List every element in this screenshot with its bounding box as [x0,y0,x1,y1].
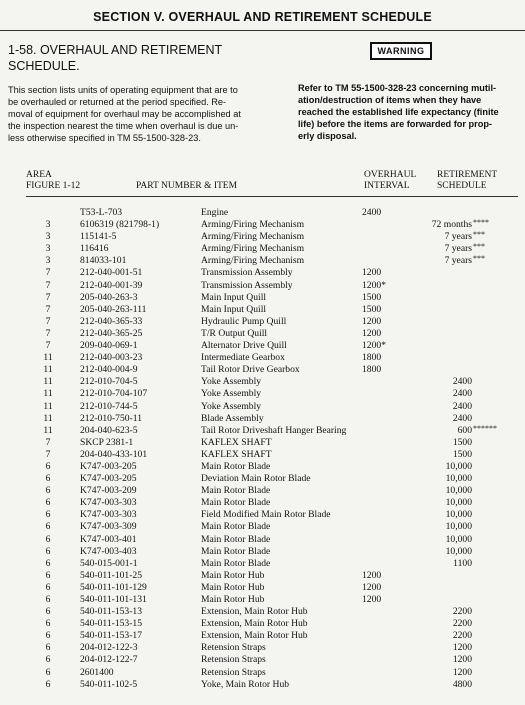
area-cell: 7 [45,303,51,315]
table-row [0,219,525,231]
header-overhaul-line1: OVERHAUL [364,170,417,180]
item-cell: Yoke Assembly [201,400,262,412]
table-row [0,461,525,473]
retirement-cell: 2400 [452,376,472,388]
item-cell: Retension Straps [201,654,266,666]
item-cell: Arming/Firing Mechanism [201,219,305,231]
overhaul-cell: 1200* [362,340,386,352]
paragraph-line: moval of equipment for overhaul may be accomplished at [8,109,241,119]
part-number-cell: 212-010-704-5 [80,376,138,388]
part-number-cell: 115141-5 [80,231,117,243]
warning-line: erly disposal. [298,131,357,141]
header-retirement-line2: SCHEDULE [437,181,487,191]
item-cell: Deviation Main Rotor Blade [201,473,311,485]
part-number-cell: K747-003-403 [80,545,137,557]
part-number-cell: K747-003-205 [80,473,137,485]
part-number-cell: 204-012-122-7 [80,654,138,666]
item-cell: T/R Output Quill [201,327,268,339]
table-row [0,618,525,630]
item-cell: Yoke, Main Rotor Hub [201,678,290,690]
table-row [0,546,525,558]
warning-line: Refer to TM 55-1500-328-23 concerning mutil- [298,83,497,93]
retirement-cell: 10,000 [445,509,472,521]
footnote-marker: *** [473,242,485,252]
part-number-cell: K747-003-401 [80,533,137,545]
area-cell: 3 [45,231,51,243]
table-row [0,654,525,666]
paragraph-line: the inspection nearest the time when overhaul is due un- [8,121,239,131]
area-cell: 6 [45,594,51,605]
part-number-cell: 212-040-003-23 [80,352,143,364]
retirement-cell: 10,000 [445,545,472,557]
table-row [0,558,525,570]
table-row [0,231,525,243]
part-number-cell: 212-040-001-51 [80,267,143,279]
table-row [0,509,525,521]
area-cell: 7 [45,291,51,303]
table-row [0,340,525,352]
area-cell: 6 [45,678,51,690]
area-cell: 3 [45,243,51,255]
header-overhaul-line2: INTERVAL [364,181,410,191]
table-row [0,594,525,606]
area-cell: 6 [45,545,51,557]
retirement-cell: 10,000 [445,497,472,509]
part-number-cell: 540-011-101-129 [80,581,147,593]
area-cell: 11 [43,412,53,424]
item-cell: Main Rotor Blade [201,533,271,545]
table-row [0,449,525,461]
warning-line: life) before the items are forwarded for prop- [298,119,492,129]
item-cell: KAFLEX SHAFT [201,436,272,448]
header-area [26,170,80,192]
area-cell: 6 [45,509,51,521]
part-number-cell: 212-040-004-9 [80,364,138,376]
retirement-cell: 72 months [431,219,472,231]
overhaul-cell: 1200* [362,279,386,291]
warning-text [298,82,520,142]
item-cell: Engine [201,207,229,218]
area-cell: 7 [45,315,51,327]
part-number-cell: 116416 [80,243,109,255]
part-number-cell: K747-003-205 [80,460,137,472]
overhaul-cell: 1500 [362,291,382,303]
part-number-cell: 540-011-153-15 [80,618,142,630]
part-number-cell: 204-012-122-3 [80,642,138,654]
footnote-marker: **** [473,218,489,228]
part-number-cell: 205-040-263-111 [80,303,147,315]
area-cell: 11 [43,424,53,436]
area-cell: 6 [45,666,51,678]
area-cell: 11 [43,376,53,388]
section-title: SECTION V. OVERHAUL AND RETIREMENT SCHEDULE [93,10,432,24]
paragraph-line: This section lists units of operating equipment that are to [8,85,238,95]
item-cell: Yoke Assembly [201,388,262,400]
retirement-cell: 10,000 [445,533,472,545]
retirement-cell: 10,000 [445,473,472,485]
footnote-marker: *** [473,230,485,240]
overhaul-cell: 1800 [362,352,382,364]
item-cell: Alternator Drive Quill [201,340,287,352]
warning-line: ation/destruction of items when they have [298,95,482,105]
part-number-cell: 204-040-623-5 [80,424,138,436]
area-cell: 7 [45,340,51,352]
paragraph-body [8,84,270,144]
part-number-cell: K747-003-309 [80,521,137,533]
paragraph-line: be overhauled or returned at the period specified. Re- [8,97,227,107]
area-cell: 6 [45,654,51,666]
table-row [0,316,525,328]
overhaul-cell: 1200 [362,315,382,327]
item-cell: Main Rotor Blade [201,460,271,472]
table-row [0,437,525,449]
retirement-cell: 2400 [452,412,472,424]
overhaul-cell: 1800 [362,364,382,376]
area-cell: 11 [43,388,53,400]
table-row [0,485,525,497]
retirement-cell: 10,000 [445,460,472,472]
part-number-cell: T53-L-703 [80,207,123,218]
table-row [0,352,525,364]
part-number-cell: 540-011-101-131 [80,594,147,605]
header-retirement [437,170,497,192]
retirement-cell: 2200 [452,606,472,618]
part-number-cell: 205-040-263-3 [80,291,138,303]
item-cell: Main Rotor Blade [201,557,271,569]
item-cell: Main Rotor Blade [201,521,271,533]
table-row [0,304,525,316]
header-area-line1: AREA [26,170,52,180]
area-cell: 6 [45,497,51,509]
area-cell: 6 [45,533,51,545]
area-cell: 6 [45,581,51,593]
table-row [0,582,525,594]
item-cell: Yoke Assembly [201,376,262,388]
table-row [0,376,525,388]
item-cell: Extension, Main Rotor Hub [201,606,308,618]
item-cell: Arming/Firing Mechanism [201,243,305,255]
item-cell: Transmission Assembly [201,279,293,291]
item-cell: Field Modified Main Rotor Blade [201,509,331,521]
part-number-cell: 212-040-365-33 [80,315,143,327]
part-number-cell: 212-010-750-11 [80,412,142,424]
overhaul-cell: 1200 [362,594,382,605]
area-cell: 7 [45,327,51,339]
item-cell: Main Rotor Blade [201,497,271,509]
area-cell: 6 [45,606,51,618]
footnote-marker: ****** [473,423,497,433]
overhaul-cell: 1500 [362,303,382,315]
header-part-item: PART NUMBER & ITEM [136,181,238,191]
table-row [0,267,525,279]
part-number-cell: 540-011-101-25 [80,569,142,581]
retirement-cell: 1200 [452,666,472,678]
table-row [0,255,525,267]
title-divider [0,30,525,31]
table-row [0,292,525,304]
area-cell: 11 [43,400,53,412]
retirement-cell: 2400 [452,400,472,412]
retirement-cell: 1200 [452,642,472,654]
table-row [0,364,525,376]
table-row [0,280,525,292]
area-cell: 3 [45,219,51,231]
table-row [0,497,525,509]
retirement-cell: 1100 [453,557,472,569]
retirement-cell: 4800 [452,678,472,690]
item-cell: Main Input Quill [201,291,267,303]
retirement-cell: 2200 [452,618,472,630]
header-overhaul [364,170,416,192]
warning-badge: WARNING [370,42,432,60]
part-number-cell: 540-011-153-17 [80,630,142,642]
table-header-divider [26,196,518,197]
retirement-cell: 2200 [452,630,472,642]
part-number-cell: 212-040-001-39 [80,279,143,291]
part-number-cell: 540-011-102-5 [80,678,138,690]
table-row [0,521,525,533]
part-number-cell: K747-003-303 [80,497,137,509]
part-number-cell: 6106319 (821798-1) [80,219,160,231]
retirement-cell: 1500 [452,448,472,460]
area-cell: 6 [45,618,51,630]
overhaul-cell: 1200 [362,569,382,581]
part-number-cell: K747-003-209 [80,485,137,497]
item-cell: Retension Straps [201,666,266,678]
part-number-cell: SKCP 2381-1 [80,436,134,448]
table-row [0,679,525,691]
table-row [0,667,525,679]
retirement-cell: 10,000 [445,521,472,533]
retirement-cell: 600 [457,424,472,436]
table-row [0,630,525,642]
overhaul-cell: 1200 [362,581,382,593]
warning-line: reached the established life expectancy (finite [298,107,499,117]
item-cell: Main Rotor Hub [201,569,265,581]
item-cell: KAFLEX SHAFT [201,448,272,460]
area-cell: 6 [45,569,51,581]
overhaul-cell: 1200 [362,327,382,339]
item-cell: Main Rotor Blade [201,485,271,497]
item-cell: Main Rotor Blade [201,545,271,557]
table-row [0,328,525,340]
area-cell: 6 [45,557,51,569]
paragraph-title-line: SCHEDULE. [8,59,80,73]
item-cell: Transmission Assembly [201,267,293,279]
part-number-cell: 209-040-069-1 [80,340,138,352]
retirement-cell: 7 years [444,243,472,255]
area-cell: 7 [45,436,51,448]
area-cell: 3 [45,255,51,267]
part-number-cell: 212-010-704-107 [80,388,148,400]
item-cell: Extension, Main Rotor Hub [201,618,308,630]
part-number-cell: 212-040-365-25 [80,327,143,339]
item-cell: Extension, Main Rotor Hub [201,630,308,642]
item-cell: Tail Rotor Drive Gearbox [201,364,300,376]
item-cell: Arming/Firing Mechanism [201,231,305,243]
overhaul-cell: 2400 [362,207,382,218]
part-number-cell: 814033-101 [80,255,127,267]
area-cell: 6 [45,460,51,472]
item-cell: Arming/Firing Mechanism [201,255,305,267]
schedule-table-body [0,207,525,691]
part-number-cell: 540-015-001-1 [80,557,138,569]
table-row [0,570,525,582]
item-cell: Tail Rotor Driveshaft Hanger Bearing [201,424,347,436]
part-number-cell: 2601400 [80,666,114,678]
area-cell: 6 [45,473,51,485]
header-area-line2: FIGURE 1-12 [26,181,81,191]
retirement-cell: 7 years [444,231,472,243]
table-row [0,243,525,255]
item-cell: Intermediate Gearbox [201,352,285,364]
part-number-cell: 212-010-744-5 [80,400,138,412]
retirement-cell: 7 years [444,255,472,267]
footnote-marker: *** [473,254,485,264]
area-cell: 6 [45,485,51,497]
item-cell: Main Input Quill [201,303,267,315]
part-number-cell: 204-040-433-101 [80,448,148,460]
header-retirement-line1: RETIREMENT [437,170,498,180]
retirement-cell: 10,000 [445,485,472,497]
area-cell: 6 [45,642,51,654]
item-cell: Blade Assembly [201,412,264,424]
area-cell: 6 [45,630,51,642]
area-cell: 7 [45,279,51,291]
table-row [0,425,525,437]
overhaul-cell: 1200 [362,267,382,279]
table-row [0,401,525,413]
retirement-cell: 1200 [452,654,472,666]
paragraph-line: less otherwise specified in TM 55-1500-328-23. [8,133,201,143]
item-cell: Main Rotor Hub [201,594,265,605]
paragraph-title [8,42,268,74]
table-row [0,606,525,618]
item-cell: Main Rotor Hub [201,581,265,593]
retirement-cell: 1500 [452,436,472,448]
table-row [0,534,525,546]
table-row [0,413,525,425]
part-number-cell: K747-003-303 [80,509,137,521]
part-number-cell: 540-011-153-13 [80,606,142,618]
table-row [0,642,525,654]
paragraph-title-line: 1-58. OVERHAUL AND RETIREMENT [8,43,223,57]
area-cell: 11 [43,352,53,364]
area-cell: 11 [43,364,53,376]
retirement-cell: 2400 [452,388,472,400]
area-cell: 7 [45,448,51,460]
item-cell: Hydraulic Pump Quill [201,315,287,327]
table-row [0,473,525,485]
area-cell: 6 [45,521,51,533]
area-cell: 7 [45,267,51,279]
table-row [0,388,525,400]
item-cell: Retension Straps [201,642,266,654]
table-row [0,207,525,219]
